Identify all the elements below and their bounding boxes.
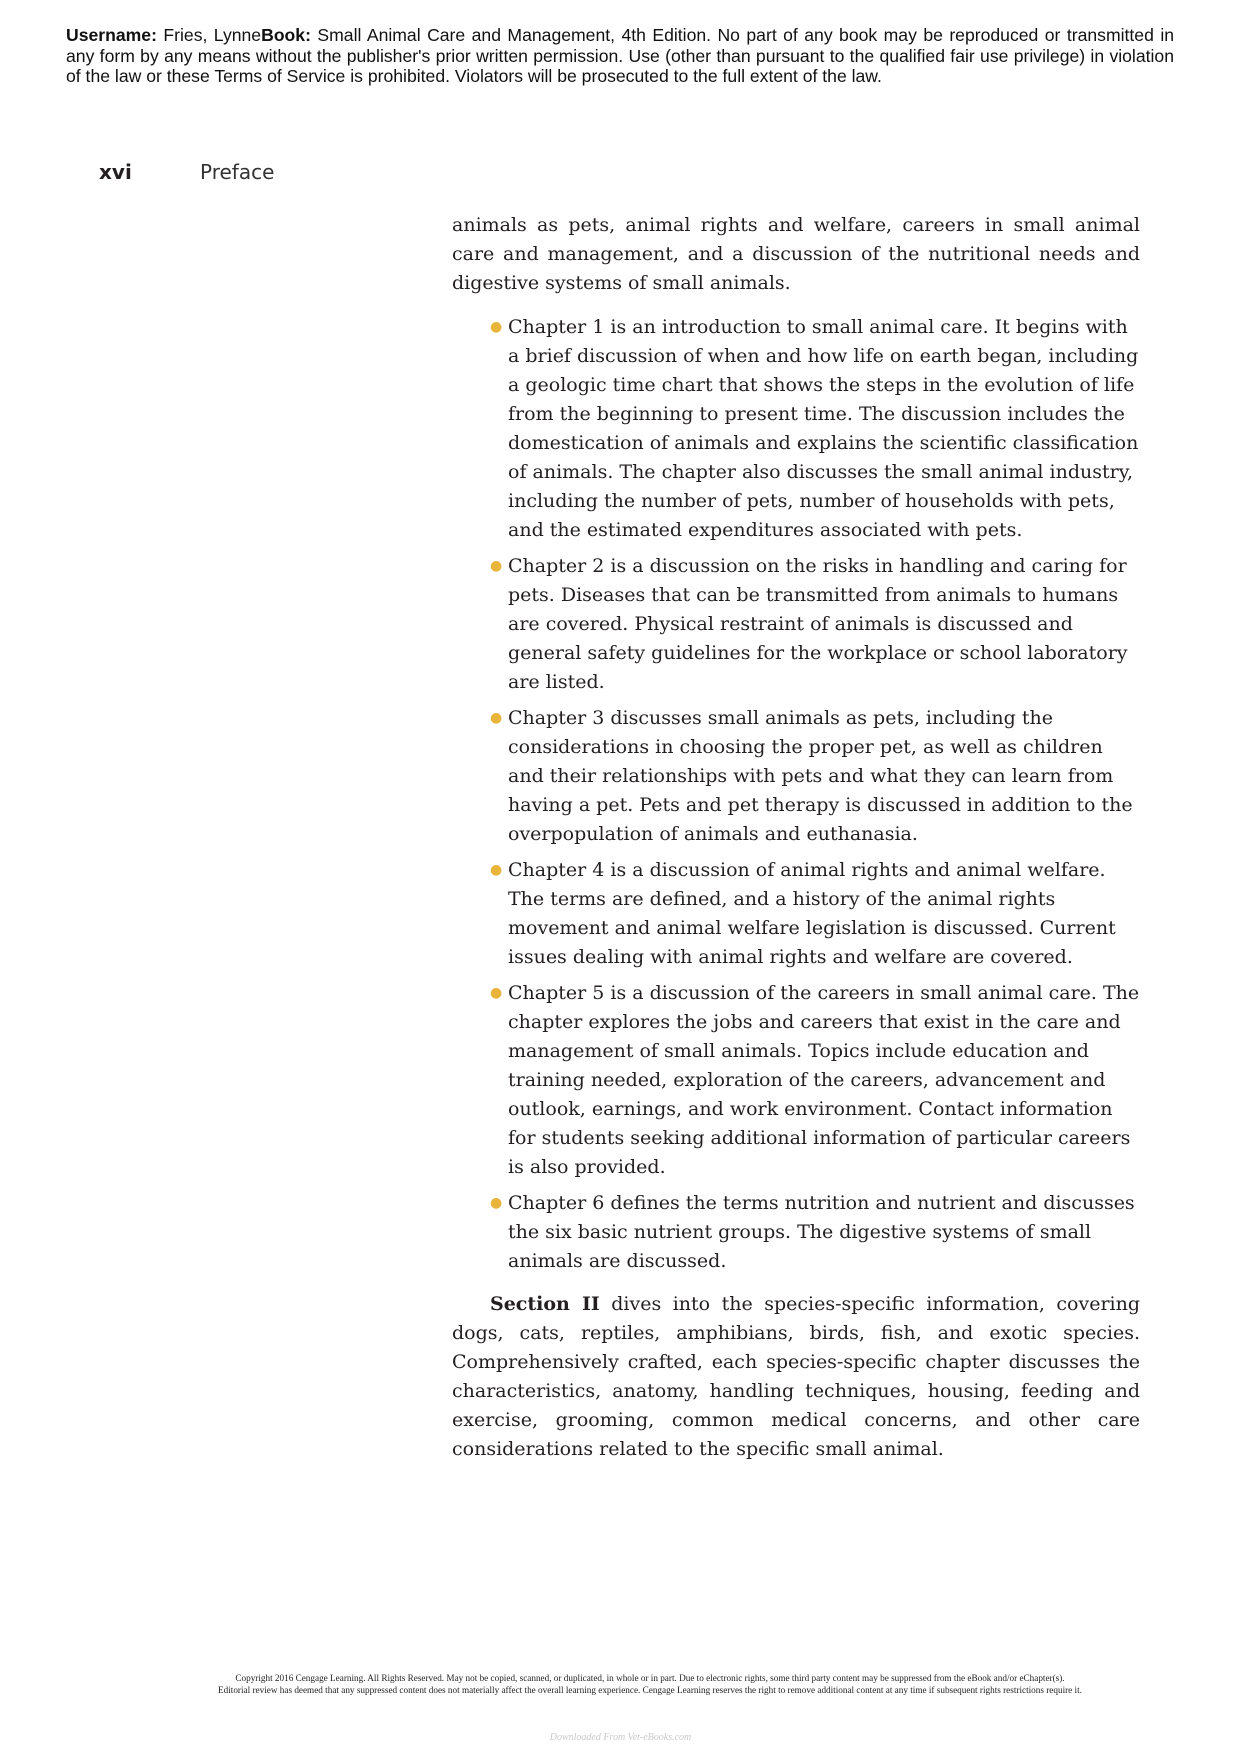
chapter-4-text: Chapter 4 is a discussion of animal rights and animal welfare. The terms are defined, and a history of the animal rights movement and animal welfare legislation is discussed. Current issues dealing with animal rights and welfare are covered. [508, 859, 1116, 968]
bullet-icon: ● [490, 319, 503, 335]
list-item [452, 1189, 1140, 1276]
chapter-2-text: Chapter 2 is a discussion on the risks in handling and caring for pets. Diseases that can be transmitted from animals to humans are covered. Physical restraint of animals is discussed and general safety guidelines for the workplace or school laboratory are listed. [508, 555, 1128, 693]
username-value: Fries, Lynne [156, 25, 262, 45]
page-number: xvi [99, 160, 132, 184]
intro-paragraph: animals as pets, animal rights and welfare, careers in small animal care and management, and a discussion of the nutritional needs and digestive systems of small animals. [452, 214, 1140, 294]
bullet-icon: ● [490, 862, 503, 878]
access-notice [66, 25, 1174, 87]
bullet-icon: ● [490, 558, 503, 574]
bullet-icon: ● [490, 710, 503, 726]
chapter-list [452, 313, 1140, 1276]
main-text [452, 211, 1140, 1464]
list-item [452, 704, 1140, 849]
list-item [452, 313, 1140, 545]
section-ii-paragraph [452, 1290, 1140, 1464]
bullet-icon: ● [490, 1195, 503, 1211]
copyright-line-1: Copyright 2016 Cengage Learning. All Rights Reserved. May not be copied, scanned, or duplicated, in whole or in part. Due to electronic rights, some third party content may be suppressed from the eBook and/or eChapter(s). [235, 1673, 1065, 1683]
section-ii-text: dives into the species-specific information, covering dogs, cats, reptiles, amphibians, birds, fish, and exotic species. Comprehensively crafted, each species-specific chapter discusses the characteristics, anatomy, handling techniques, housing, feeding and exercise, grooming, common medical concerns, and other care considerations related to the specific small animal. [452, 1293, 1141, 1460]
list-item [452, 856, 1140, 972]
bullet-icon: ● [490, 985, 503, 1001]
download-watermark: Downloaded From Vet-eBooks.com [549, 1732, 692, 1743]
chapter-3-text: Chapter 3 discusses small animals as pets, including the considerations in choosing the proper pet, as well as children and their relationships with pets and what they can learn from having a pet. Pets and pet therapy is discussed in addition to the overpopulation of animals and euthanasia. [508, 707, 1133, 845]
copyright-notice [150, 1672, 1150, 1696]
chapter-1-text: Chapter 1 is an introduction to small animal care. It begins with a brief discussion of when and how life on earth began, including a geologic time chart that shows the steps in the evolution of life from the beginning to present time. The discussion includes the domestication of animals and explains the scientific classification of animals. The chapter also discusses the small animal industry, including the number of pets, number of households with pets, and the estimated expenditures associated with pets. [508, 316, 1139, 541]
list-item [452, 979, 1140, 1182]
section-ii-lead: Section II [490, 1293, 600, 1315]
chapter-6-text: Chapter 6 defines the terms nutrition and nutrient and discusses the six basic nutrient groups. The digestive systems of small animals are discussed. [508, 1192, 1135, 1272]
list-item [452, 552, 1140, 697]
book-notice-text: Small Animal Care and Management, 4th Edition. No part of any book may be reproduced or transmitted in any form by any means without the publisher's prior written permission. Use (other than pursuant to the qualified fair use privilege) in violation of the law or these Terms of Service is prohibited. Violators will be prosecuted to the full extent of the law. [66, 25, 1175, 86]
book-label: Book: [261, 25, 311, 45]
chapter-5-text: Chapter 5 is a discussion of the careers in small animal care. The chapter explores the jobs and careers that exist in the care and management of small animals. Topics include education and training needed, exploration of the careers, advancement and outlook, earnings, and work environment. Contact information for students seeking additional information of particular careers is also provided. [508, 982, 1140, 1178]
running-head: Preface [200, 160, 275, 184]
copyright-line-2: Editorial review has deemed that any suppressed content does not materially affect the overall learning experience. Cengage Learning reserves the right to remove additional content at any time if subsequent rights restrictions require it. [218, 1685, 1082, 1695]
username-label: Username: [66, 25, 157, 45]
